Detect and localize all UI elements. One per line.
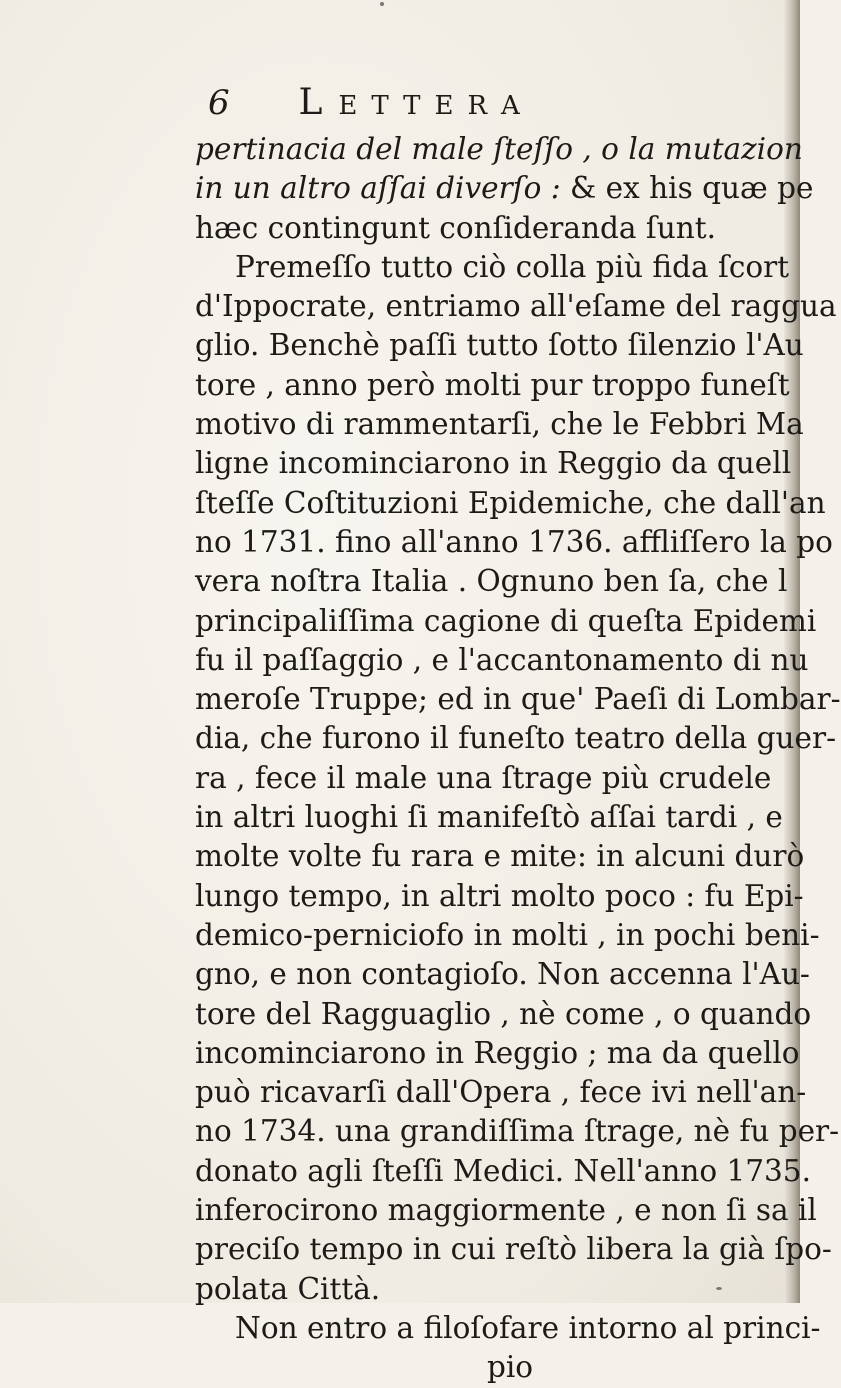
italic-segment: in un altro aſſai diverſo : <box>195 171 571 206</box>
text-segment: d'Ippocrate, entriamo all'eſame del raggua <box>195 289 837 324</box>
text-segment: demico-perniciofo in molti , in pochi beni- <box>195 917 820 952</box>
text-line <box>195 955 810 994</box>
text-segment: tore , anno però molti pur troppo funeſt <box>195 367 790 402</box>
text-segment: lungo tempo, in altri molto poco : fu Epi- <box>195 878 804 913</box>
text-segment: Premeſſo tutto ciò colla più fida ſcort <box>235 249 790 284</box>
text-line <box>195 995 812 1034</box>
text-line <box>195 1348 785 1387</box>
text-line <box>195 169 814 208</box>
text-line <box>195 287 837 326</box>
text-line <box>195 1112 840 1151</box>
text-line <box>195 641 809 680</box>
text-segment: tore del Ragguaglio , nè come , o quando <box>195 996 812 1031</box>
page-number: 6 <box>208 83 232 123</box>
text-line <box>195 680 841 719</box>
text-segment: dia, che furono il funeſto teatro della guer- <box>195 721 837 756</box>
text-segment: incominciarono in Reggio ; ma da quello <box>195 1035 800 1070</box>
text-line <box>195 916 820 955</box>
text-line <box>195 326 804 365</box>
text-segment: meroſe Truppe; ed in que' Paeſi di Lombar- <box>195 682 841 717</box>
text-segment: ligne incominciarono in Reggio da quell <box>195 446 792 481</box>
text-line <box>195 248 790 287</box>
body-text <box>195 130 841 1388</box>
text-line <box>195 562 788 601</box>
text-segment: Non entro a filoſofare intorno al princi- <box>235 1310 821 1345</box>
text-line <box>195 444 792 483</box>
text-segment: donato agli ſteſſi Medici. Nell'anno 1735. <box>195 1153 811 1188</box>
text-line <box>195 484 826 523</box>
text-segment: hæc contingunt conſideranda ſunt. <box>195 210 716 245</box>
text-segment: ra , fece il male una ſtrage più crudele <box>195 760 772 795</box>
text-line <box>195 719 837 758</box>
text-line <box>195 837 805 876</box>
text-line <box>195 798 785 837</box>
text-segment: no 1731. fino all'anno 1736. affliſſero la po <box>195 524 833 559</box>
text-line <box>195 209 785 248</box>
text-segment: pio <box>486 1350 534 1385</box>
text-line <box>195 1034 800 1073</box>
text-segment: principaliſſima cagione di queſta Epidemi <box>195 603 817 638</box>
text-segment: gno, e non contagioſo. Non accenna l'Au- <box>195 957 810 992</box>
italic-segment: pertinacia del male ſteſſo , o la mutazion <box>195 132 803 166</box>
text-line <box>195 877 804 916</box>
text-segment: può ricavarſi dall'Opera , fece ivi nell'an- <box>195 1075 807 1110</box>
running-title: LETTERA <box>298 82 534 123</box>
ink-speck <box>380 2 384 6</box>
text-line <box>195 366 790 405</box>
text-segment: preciſo tempo in cui reſtò libera la già ſpo- <box>195 1232 832 1267</box>
text-segment: vera noſtra Italia . Ognuno ben ſa, che l <box>195 564 788 599</box>
text-line <box>195 1270 785 1309</box>
text-segment: no 1734. una grandiſſima ſtrage, nè fu per- <box>195 1114 840 1149</box>
text-segment: glio. Benchè paſſi tutto ſotto ſilenzio l'Au <box>195 328 804 363</box>
text-line <box>195 759 785 798</box>
ink-speck <box>716 1287 722 1290</box>
text-line <box>195 523 833 562</box>
text-segment: motivo di rammentarſi, che le Febbri Ma <box>195 407 804 442</box>
text-segment: & ex his quæ pe <box>570 171 814 206</box>
text-segment: polata Città. <box>195 1271 381 1306</box>
text-line <box>195 602 817 641</box>
text-line <box>195 1309 821 1348</box>
text-line <box>195 1191 817 1230</box>
text-segment: inferocirono maggiormente , e non ſi sa il <box>195 1193 817 1228</box>
running-head <box>208 82 534 123</box>
text-line <box>195 405 804 444</box>
text-line <box>195 1152 811 1191</box>
text-line <box>195 1230 832 1269</box>
text-segment: in altri luoghi ſi manifeſtò aſſai tardi , e <box>195 800 783 835</box>
text-segment: ſteſſe Coſtituzioni Epidemiche, che dall'an <box>195 485 826 520</box>
text-segment: molte volte fu rara e mite: in alcuni durò <box>195 839 805 874</box>
text-segment: fu il paſſaggio , e l'accantonamento di nu <box>195 642 809 677</box>
text-line <box>195 130 803 169</box>
text-line <box>195 1073 807 1112</box>
